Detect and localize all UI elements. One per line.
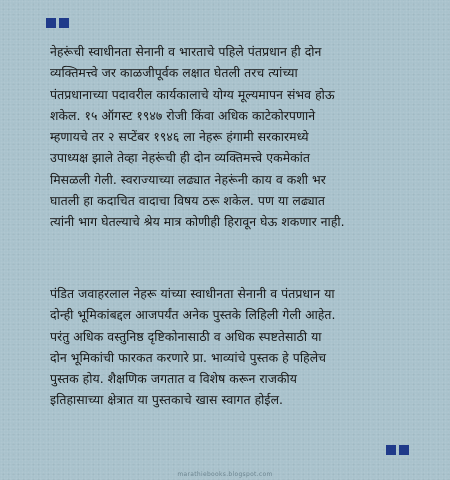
paragraph-line: त्यांनी भाग घेतल्याचे श्रेय मात्र कोणीही हिरावून घेऊ शकणार नाही.: [50, 214, 345, 230]
bottom-decorative-squares: [386, 445, 409, 455]
paragraph-line: पंडित जवाहरलाल नेहरू यांच्या स्वाधीनता सेनानी व पंतप्रधान या: [50, 286, 335, 301]
paragraph-line: मिसळली गेली. स्वराज्याच्या लढ्यात नेहरूंनी काय व कशी भर: [50, 171, 326, 187]
paragraph-line: पंतप्रधानाच्या पदावरील कार्यकालाचे योग्य मूल्यमापन संभव होऊ: [50, 86, 335, 102]
paragraph-line: पुस्तक होय. शैक्षणिक जगतात व विशेष करून राजकीय: [50, 371, 298, 387]
top-decorative-squares: [46, 18, 69, 28]
blurb-paragraph-2: [50, 283, 422, 411]
paragraph-line: शकेल. १५ ऑगस्ट १९४७ रोजी किंवा अधिक काटेकोरपणाने: [50, 107, 316, 123]
blue-square-icon: [386, 445, 396, 455]
footer-url: marathiebooks.blogspot.com: [177, 471, 273, 478]
blue-square-icon: [399, 445, 409, 455]
paragraph-line: नेहरूंची स्वाधीनता सेनानी व भारताचे पहिले पंतप्रधान ही दोन: [50, 44, 322, 59]
paragraph-line: म्हणायचे तर २ सप्टेंबर १९४६ ला नेहरू हंगामी सरकारमध्ये: [50, 129, 309, 145]
blue-square-icon: [59, 18, 69, 28]
paragraph-line: दोन भूमिकांची फारकत करणारे प्रा. भाव्यांचे पुस्तक हे पहिलेच: [50, 349, 327, 365]
paragraph-line: व्यक्तिमत्त्वे जर काळजीपूर्वक लक्षात घेतली तरच त्यांच्या: [50, 65, 298, 81]
blue-square-icon: [46, 18, 56, 28]
paragraph-line: उपाध्यक्ष झाले तेव्हा नेहरूंची ही दोन व्यक्तिमत्त्वे एकमेकांत: [50, 150, 311, 166]
paragraph-line: परंतु अधिक वस्तुनिष्ठ दृष्टिकोनासाठी व अधिक स्पष्टतेसाठी या: [50, 328, 322, 344]
paragraph-line: इतिहासाच्या क्षेत्रात या पुस्तकाचे खास स्वागत होईल.: [50, 392, 284, 408]
blurb-paragraph-1: [50, 41, 422, 233]
paragraph-line: घातली हा कदाचित वादाचा विषय ठरू शकेल. पण या लढ्यात: [50, 193, 325, 209]
paragraph-line: दोन्ही भूमिकांबद्दल आजपर्यंत अनेक पुस्तके लिहिली गेली आहेत.: [50, 307, 336, 323]
